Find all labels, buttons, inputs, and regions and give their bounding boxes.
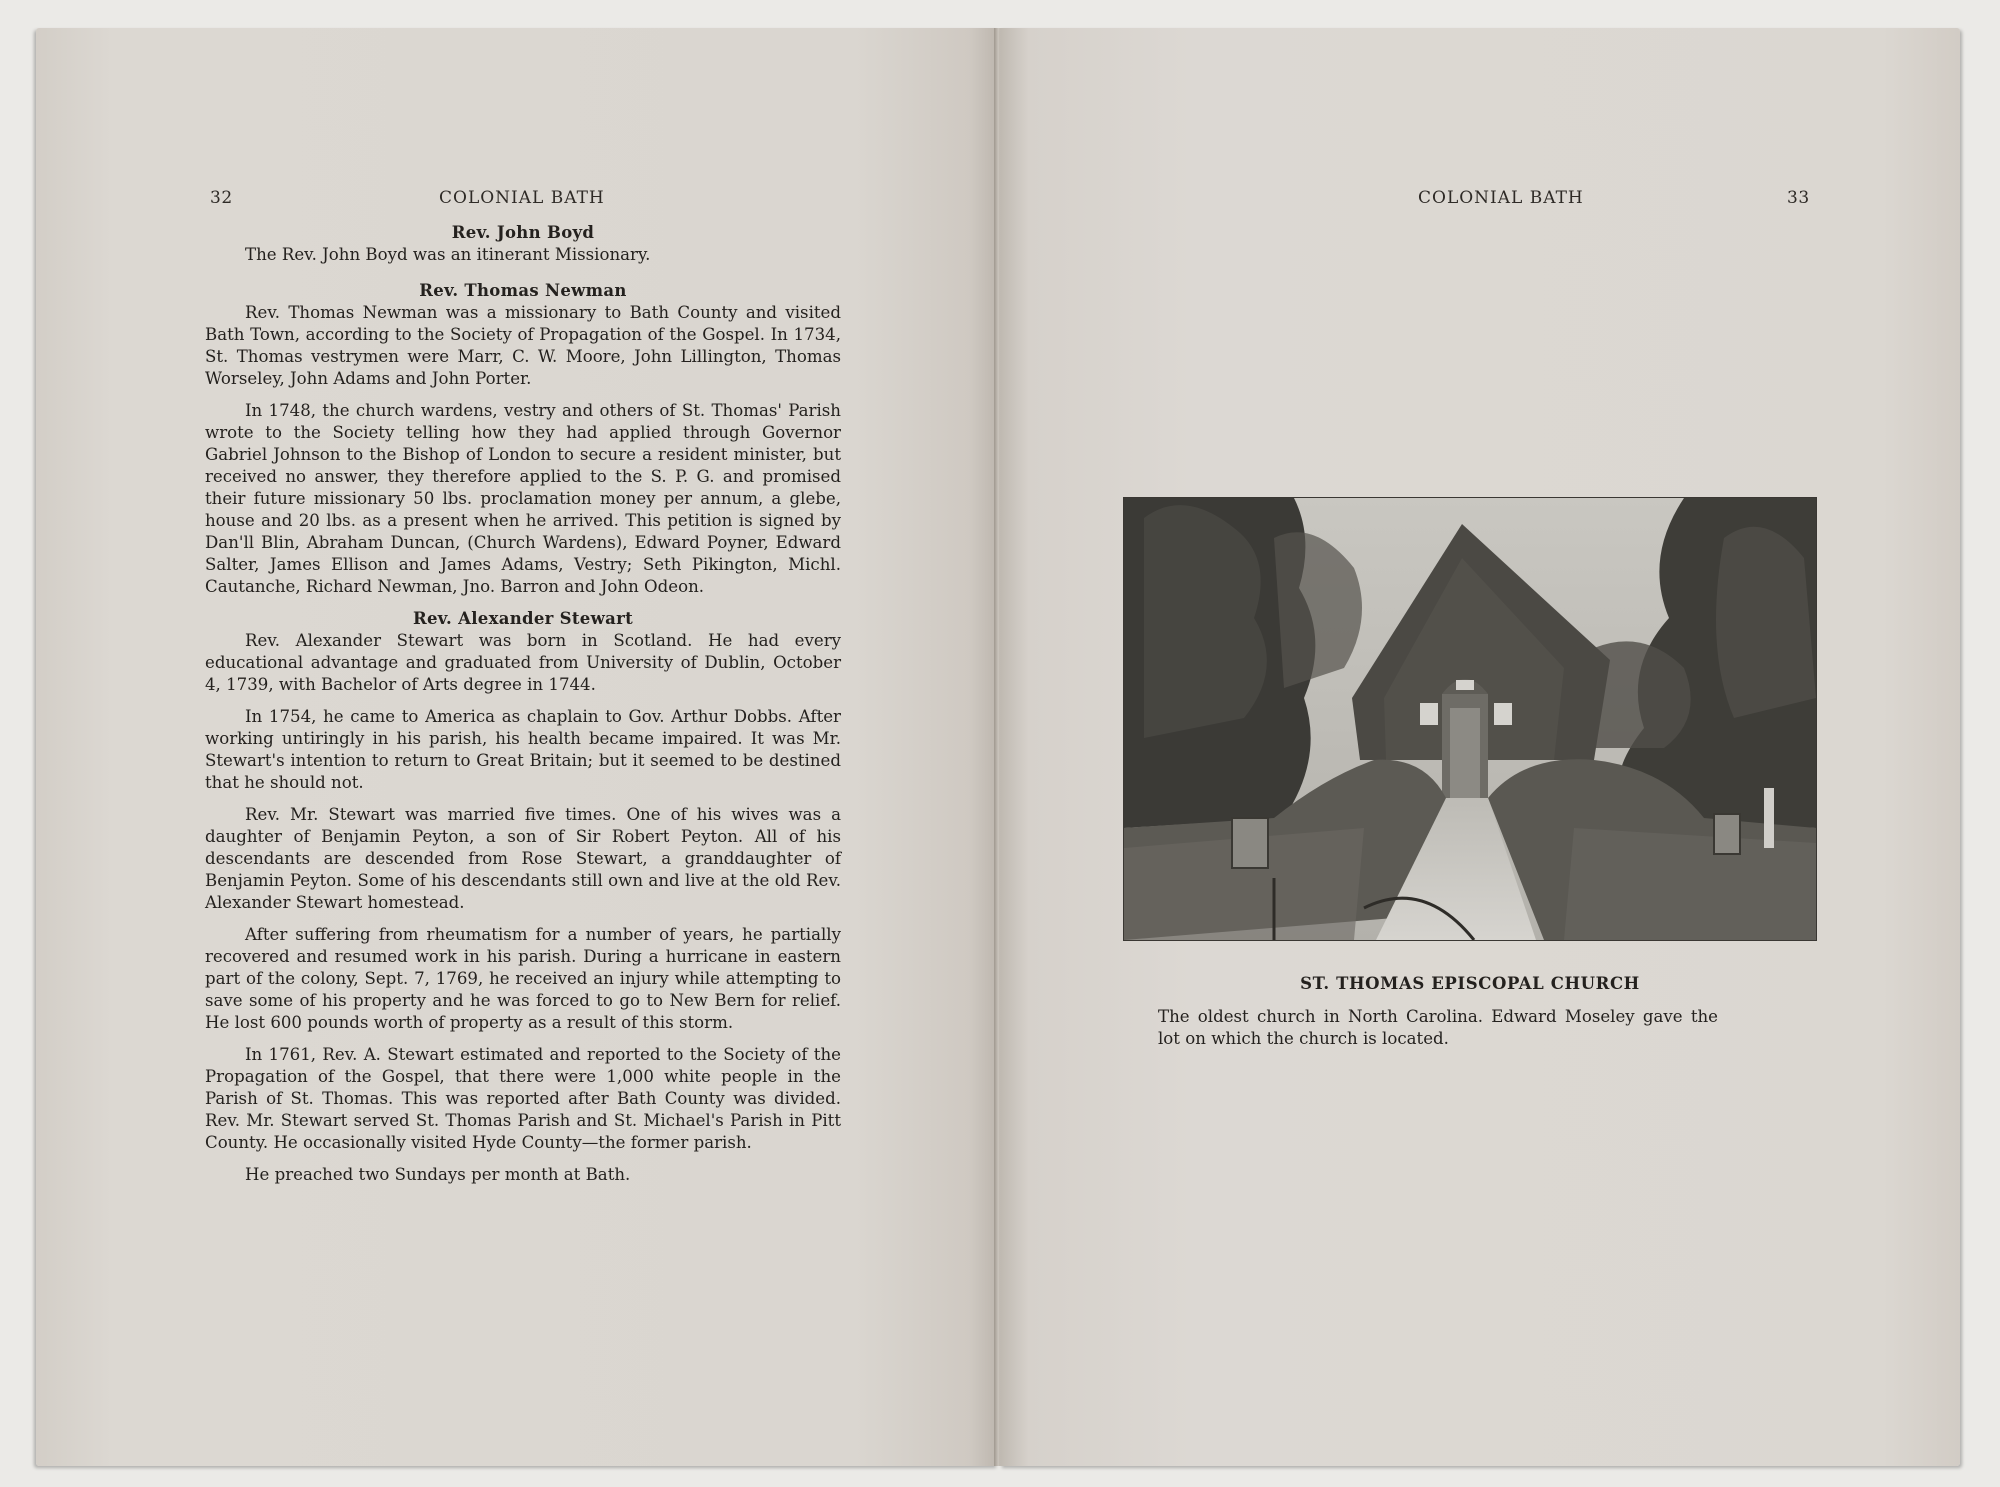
running-head-left: COLONIAL BATH <box>439 188 605 208</box>
paragraph: Rev. Mr. Stewart was married five times. One of his wives was a daughter of Benjamin Peyton, a son of Sir Robert Peyton. All of his descendants are descended from Rose Stewart, a granddaughter of Benjamin Peyton. Some of his descendants still own and live at the old Rev. Alexander Stewart homestead. <box>205 805 841 912</box>
paragraph: In 1761, Rev. A. Stewart estimated and reported to the Society of the Propagation of the Gospel, that there were 1,000 white people in the Parish of St. Thomas. This was reported after Bath County was divided. Rev. Mr. Stewart served St. Thomas Parish and St. Michael's Parish in Pitt County. He occasionally visited Hyde County—the former parish. <box>205 1045 841 1152</box>
church-photo <box>1124 498 1816 940</box>
page-number-left: 32 <box>210 188 233 208</box>
text-column <box>205 222 841 1186</box>
right-page <box>1000 28 1960 1466</box>
paragraph: In 1754, he came to America as chaplain to Gov. Arthur Dobbs. After working untiringly in his parish, his health became impaired. It was Mr. Stewart's intention to return to Great Britain; but it seemed to be destined that he should not. <box>205 707 841 792</box>
caption-text: The oldest church in North Carolina. Edward Moseley gave the lot on which the church is located. <box>1158 1007 1718 1048</box>
caption-title: ST. THOMAS EPISCOPAL CHURCH <box>1300 974 1640 993</box>
section-heading: Rev. Thomas Newman <box>419 281 627 300</box>
left-page <box>36 28 998 1466</box>
paragraph: Rev. Alexander Stewart was born in Scotland. He had every educational advantage and graduated from University of Dublin, October 4, 1739, with Bachelor of Arts degree in 1744. <box>205 631 841 694</box>
running-head-right: COLONIAL BATH <box>1418 188 1584 208</box>
paragraph: In 1748, the church wardens, vestry and others of St. Thomas' Parish wrote to the Society telling how they had applied through Governor Gabriel Johnson to the Bishop of London to secure a resident minister, but received no answer, they therefore applied to the S. P. G. and promised their future missionary 50 lbs. proclamation money per annum, a glebe, house and 20 lbs. as a present when he arrived. This petition is signed by Dan'll Blin, Abraham Duncan, (Church Wardens), Edward Poyner, Edward Salter, James Ellison and James Adams, Vestry; Seth Pikington, Michl. Cautanche, Richard Newman, Jno. Barron and John Odeon. <box>205 401 841 596</box>
section-heading: Rev. Alexander Stewart <box>412 609 634 628</box>
paragraph: Rev. Thomas Newman was a missionary to Bath County and visited Bath Town, according to the Society of Propagation of the Gospel. In 1734, St. Thomas vestrymen were Marr, C. W. Moore, John Lillington, Thomas Worseley, John Adams and John Porter. <box>205 303 841 388</box>
book-spread <box>36 28 1960 1466</box>
paragraph: After suffering from rheumatism for a number of years, he partially recovered and resumed work in his parish. During a hurricane in eastern part of the colony, Sept. 7, 1769, he received an injury while attempting to save some of his property and he was forced to go to New Bern for relief. He lost 600 pounds worth of property as a result of this storm. <box>205 925 841 1032</box>
paragraph: He preached two Sundays per month at Bath. <box>245 1165 631 1184</box>
page-number-right: 33 <box>1787 188 1810 208</box>
section-heading: Rev. John Boyd <box>451 223 595 242</box>
paragraph: The Rev. John Boyd was an itinerant Missionary. <box>245 245 651 264</box>
